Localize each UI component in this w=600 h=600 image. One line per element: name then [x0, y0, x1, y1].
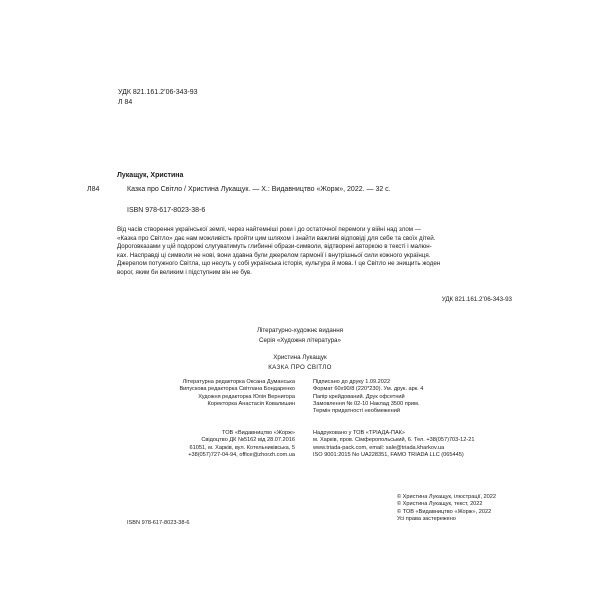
annotation-line: ворог, яким би великим і підступним він не був. [117, 268, 252, 276]
spec-line: Формат 60х90/8 (220*230). Ум. друк. арк. 4 [313, 386, 424, 393]
print-specs-block [313, 379, 423, 415]
annotation-line: Від часів створення української землі, через найтемніші роки і до остаточної перемоги у війні над злом — [117, 226, 421, 233]
printer-block [313, 430, 474, 459]
printer-line: Надруковано у ТОВ «ТРІАДА-ПАК» [313, 430, 406, 436]
credits-block [179, 379, 295, 408]
annotation-paragraph [117, 226, 512, 278]
annotation-line: Дороговказами у цій подорожі слугуватимуть глибинні образи-символи, відтворені авторкою в тексті і малюн- [117, 243, 432, 251]
spec-line: Замовлення № 02-10 Наклад 3500 прим. [313, 400, 420, 407]
credit-line: Художня редакторка Юлія Вернигора [198, 393, 295, 400]
isbn-bottom: ISBN 978-617-8023-38-6 [127, 520, 190, 526]
spec-line: Термін придатності необмежений [313, 408, 400, 415]
copyright-block [397, 494, 496, 523]
annotation-line: Джерелом потужного Світла, що несуть у собі українська історія, культура й мова. І це Світло не знищить жоден [117, 260, 441, 268]
publisher-line: ТОВ «Видавництво «Жорж» [222, 430, 295, 436]
udc-letter: Л 84 [118, 99, 133, 106]
series: Серія «Художня література» [259, 337, 341, 344]
side-code: Л84 [87, 186, 100, 193]
printer-line: м. Харків, пров. Сімферопольський, 6. Тел. +38(057)703-12-21 [313, 437, 475, 444]
printer-line: ISO 9001:2015 No UA228351, FAMO TRIADA LLC (065445) [313, 451, 464, 458]
udc-footer: УДК 821.161.2’06-343-93 [441, 296, 512, 303]
copyright-line: © ТОВ «Видавництво «Жорж», 2022 [397, 508, 492, 515]
author-name: Христина Лукащук [273, 354, 327, 361]
author-heading: Лукащук, Христина [117, 172, 184, 179]
spec-line: Підписано до друку 1.09.2022 [313, 379, 391, 385]
copyright-line: © Христина Лукащук, текст, 2022 [397, 501, 483, 508]
publisher-line: 61051, м. Харків, вул. Котельниківська, 5 [189, 444, 295, 451]
citation: Казка про Світло / Христина Лукащук. — Х.: Видавництво «Жорж», 2022. — 32 с. [127, 186, 391, 193]
annotation-line: «Казка про Світло» дає нам можливість пройти цим шляхом і знайти важливі відповіді для себе та своїх дітей. [117, 234, 436, 242]
printer-line: www.triada-pack.com, email: sale@triada.kharkov.ua [313, 444, 445, 451]
copyright-line: © Христина Лукащук, ілюстрації, 2022 [397, 494, 496, 500]
copyright-line: Усі права застережено [397, 515, 456, 522]
publisher-line: +38(057)727-04-94, office@zhorzh.com.ua [188, 451, 295, 458]
credit-line: Коректорка Анастасія Ковалишин [207, 400, 295, 407]
isbn-line: ISBN 978-617-8023-38-6 [127, 207, 206, 214]
credit-line: Випускова редакторка Світлана Бондаренко [179, 386, 295, 393]
publisher-line: Свідоцтво ДК №5162 від 28.07.2016 [201, 437, 295, 444]
publisher-block [188, 430, 295, 459]
book-title: КАЗКА ПРО СВІТЛО [268, 364, 332, 371]
annotation-line: ках. Насправді ці символи не нові, вони здавна були джерелом гармонії і внутрішньої сили кожного українця. [117, 251, 431, 259]
edition-type: Літературно-художнє видання [256, 327, 344, 334]
spec-line: Папір крейдований. Друк офсетний [313, 393, 405, 400]
udc-header: УДК 821.161.2’06-343-93 [118, 89, 198, 96]
credit-line: Літературна редакторка Оксана Думанська [182, 379, 295, 385]
